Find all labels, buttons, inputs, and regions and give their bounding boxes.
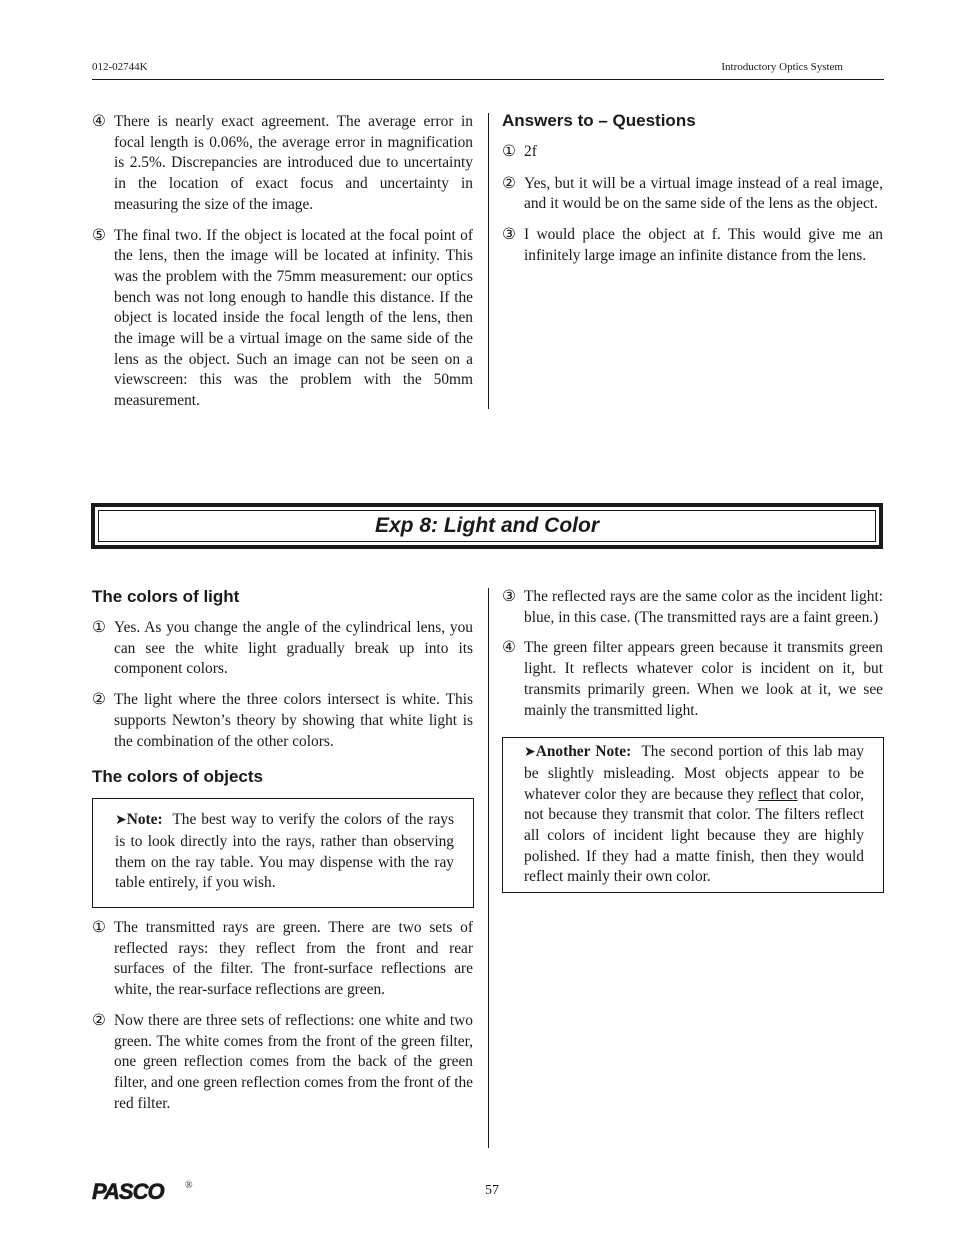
item-text: 2f — [524, 143, 537, 160]
item-text: The light where the three colors intersect is white. This supports Newton’s theory by showing that white light is the combination of the other colors. — [114, 691, 473, 750]
note-text: The best way to verify the colors of the rays is to look directly into the rays, rather than observing them on the ray table. You may dispense with the ray table entirely, if you wish. — [115, 811, 454, 892]
section-heading-answers: Answers to – Questions — [502, 111, 696, 130]
item-number: ① — [92, 919, 106, 937]
item-number: ② — [92, 1011, 106, 1029]
list-item — [92, 918, 473, 1001]
section-heading-colors-of-objects: The colors of objects — [92, 767, 263, 787]
item-number: ③ — [502, 226, 516, 244]
another-note-box — [502, 737, 884, 893]
item-number: ② — [92, 691, 106, 709]
item-number: ③ — [502, 588, 516, 605]
top-left-column — [92, 112, 473, 412]
item-number: ① — [502, 143, 516, 160]
item-number: ④ — [92, 113, 106, 130]
bottom-left-column — [92, 586, 473, 1114]
experiment-banner — [91, 503, 883, 549]
note-label: Note: — [126, 811, 163, 829]
document-title: Introductory Optics System — [721, 61, 843, 73]
column-divider-top — [488, 113, 489, 409]
document-number: 012-02744K — [92, 61, 148, 73]
bottom-right-column — [502, 587, 883, 893]
item-text: Yes, but it will be a virtual image instead of a real image, and it would be on the same side of the lens as the object. — [524, 174, 883, 213]
note-text-before: The second portion of this lab may be slightly misleading. Most objects appear to be whatever color they are because they — [524, 743, 864, 803]
list-item — [92, 1011, 473, 1115]
list-item — [92, 618, 473, 680]
arrow-icon: ➤ — [524, 745, 536, 761]
item-number: ④ — [502, 639, 516, 657]
list-item — [502, 638, 883, 721]
list-item — [92, 226, 473, 412]
note-underlined-word: reflect — [758, 785, 798, 803]
column-divider-bottom — [488, 588, 489, 1148]
item-text: The transmitted rays are green. There are two sets of reflected rays: they reflect from the front and rear surfaces of the filter. The front-surface reflections are white, the rear-surface reflections are green. — [114, 919, 473, 999]
item-text: Yes. As you change the angle of the cylindrical lens, you can see the white light gradually break up into its component colors. — [114, 619, 473, 678]
list-item — [502, 174, 883, 215]
item-number: ⑤ — [92, 226, 106, 244]
item-text: The reflected rays are the same color as the incident light: blue, in this case. (The transmitted rays are a faint green.) — [524, 588, 883, 626]
list-item — [92, 112, 473, 216]
item-number: ② — [502, 174, 516, 192]
registered-mark: ® — [185, 1180, 193, 1191]
pasco-logo: PASCO — [92, 1179, 164, 1204]
list-item — [92, 690, 473, 752]
item-text: I would place the object at f. This would give me an infinitely large image an infinite distance from the lens. — [524, 226, 883, 264]
list-item — [502, 587, 883, 628]
section-heading-colors-of-light: The colors of light — [92, 587, 240, 606]
item-text: There is nearly exact agreement. The average error in focal length is 0.06%, the average error in magnification is 2.5%. Discrepancies are introduced due to uncertainty in the location of exact focus and uncertainty in measuring the size of the image. — [114, 113, 473, 213]
item-text: The final two. If the object is located at the focal point of the lens, then the image will be located at infinity. This was the problem with the 75mm measurement: our optics bench was not long enough to handle this distance. If the object is located inside the focal length of the lens, then the image will be a virtual image on the same side of the lens as the object. Such an image can not be seen on a viewscreen: this was the problem with the 50mm measurement. — [114, 226, 473, 410]
list-item — [502, 142, 883, 163]
item-text: The green filter appears green because it transmits green light. It reflects whatever color is incident on it, but transmits primarily green. When we look at it, we see mainly the transmitted light. — [524, 639, 883, 719]
arrow-icon: ➤ — [115, 813, 127, 829]
note-label: Another Note: — [535, 743, 632, 761]
list-item — [502, 225, 883, 266]
header-divider — [92, 79, 884, 80]
item-number: ① — [92, 619, 106, 636]
top-right-column — [502, 110, 883, 267]
item-text: Now there are three sets of reflections: one white and two green. The white comes from the front of the green filter, one green reflection comes from the back of the green filter, and one green reflection comes from the front of the red filter. — [114, 1011, 473, 1112]
note-text-after: that color, not because they transmit that color. The filters reflect all colors of incident light because they are highly polished. If they had a matte finish, then they would reflect mainly their own color. — [524, 785, 864, 886]
note-box — [92, 798, 474, 908]
experiment-title: Exp 8: Light and Color — [98, 510, 876, 542]
page-number: 57 — [485, 1183, 499, 1198]
